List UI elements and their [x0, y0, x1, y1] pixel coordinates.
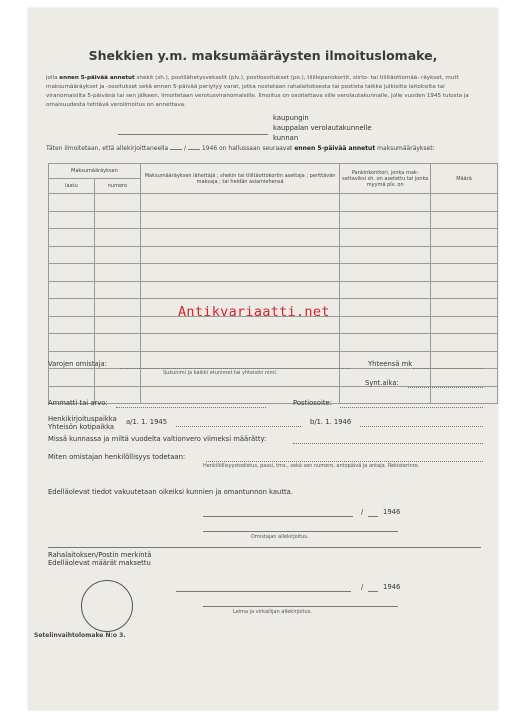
date-slash: / — [361, 508, 364, 516]
table-cell[interactable] — [340, 246, 431, 264]
table-row — [49, 264, 498, 282]
table-row — [49, 386, 498, 404]
bank-note-label-2: Edelläolevat määrät maksettu — [48, 559, 151, 567]
bank-place-line[interactable] — [176, 591, 351, 592]
table-cell[interactable] — [340, 229, 431, 247]
identity-caption: Henkilöllisyystodistus, passi, tms., sekä sen numero, antopäivä ja antaja. Rekisterinro. — [203, 463, 420, 469]
table-cell[interactable] — [140, 194, 339, 212]
bank-date-line[interactable] — [368, 591, 378, 592]
table-cell[interactable] — [431, 334, 498, 352]
intro-text: räykset, mutt maksumääräykset ja -osoitukset sekä ennen 5-päivää periytyy varat, jotka nostetaan rahalaitoksesta tai postista — [46, 75, 459, 90]
table-cell[interactable] — [140, 211, 339, 229]
table-cell[interactable] — [49, 334, 95, 352]
municipality-option-commune: kunnan — [273, 134, 299, 142]
intro-text: shekit (sh.), postilähetysvekselit (plv.), postiosoitukset (po.), tilillepanokortit, siirto- tai tililtäottomää- — [136, 75, 420, 81]
table-cell[interactable] — [431, 316, 498, 334]
municipality-option-town: kauppalan verolautakunnelle — [273, 124, 372, 132]
birth-label: Synt.aika: — [365, 379, 399, 387]
table-cell[interactable] — [94, 334, 140, 352]
table-cell[interactable] — [140, 351, 339, 369]
table-cell[interactable] — [431, 264, 498, 282]
table-cell[interactable] — [340, 386, 431, 404]
declaration-line: Täten ilmoitetaan, että allekirjoittaneella / 1946 on hallussaan seuraavat ennen 5-päivää annetut maksumääräykset: — [46, 145, 435, 152]
owner-signature-caption: Omistajan allekirjoitus. — [251, 534, 309, 540]
owner-field-line[interactable] — [120, 368, 350, 369]
stamp-circle — [81, 580, 133, 632]
table-cell[interactable] — [94, 316, 140, 334]
table-cell[interactable] — [49, 264, 95, 282]
table-cell[interactable] — [431, 229, 498, 247]
table-cell[interactable] — [431, 194, 498, 212]
date-1946-label: b/1. 1. 1946 — [310, 418, 352, 426]
total-label: Yhteensä mk — [368, 360, 413, 368]
table-cell[interactable] — [431, 351, 498, 369]
table-cell[interactable] — [49, 246, 95, 264]
table-cell[interactable] — [140, 281, 339, 299]
form-number: Setelinvaihtolomake N:o 3. — [34, 632, 126, 639]
table-row — [49, 281, 498, 299]
taxed-label: Missä kunnassa ja miltä vuodelta valtionvero viimeksi määrätty: — [48, 435, 267, 443]
column-header-order: Maksumääräyksen — [49, 164, 141, 179]
column-header-sender: Maksumääräyksen lähettäjä ; shekin tai tililtäottokortin asettaja ; perittävän maksaja ; tai heidän asiamiehensä — [140, 164, 339, 194]
domicile-label-1: Henkikirjoituspaikka — [48, 415, 117, 423]
column-header-amount: Määrä — [431, 164, 498, 194]
table-cell[interactable] — [94, 229, 140, 247]
domicile-label-2: Yhteisön kotipaikka — [48, 423, 115, 431]
form-title: Shekkien y.m. maksumääräysten ilmoituslomake, — [88, 48, 438, 63]
table-cell[interactable] — [49, 194, 95, 212]
address-field-line[interactable] — [340, 407, 483, 408]
watermark-text: Antikvariaatti.net — [178, 304, 330, 320]
table-cell[interactable] — [340, 316, 431, 334]
table-row — [49, 246, 498, 264]
table-cell[interactable] — [140, 334, 339, 352]
table-cell[interactable] — [431, 299, 498, 317]
table-cell[interactable] — [140, 229, 339, 247]
intro-text: taikka julkisilta laitoksilta tai viranomaisilta 5-päivänä tai sen jälkeen, ilmoitetaan verotusviranomaisille. Ilmoitus on osoitettava — [46, 84, 445, 99]
table-row — [49, 229, 498, 247]
table-cell[interactable] — [94, 246, 140, 264]
table-cell[interactable] — [140, 246, 339, 264]
bank-note-label-1: Rahalaitoksen/Postin merkintä — [48, 551, 152, 559]
table-cell[interactable] — [49, 299, 95, 317]
address-label: Postiosoite: — [293, 399, 332, 407]
occupation-field-line[interactable] — [116, 407, 266, 408]
table-row — [49, 194, 498, 212]
stamp-caption: Leima ja virkailijan allekirjoitus. — [233, 609, 312, 615]
table-cell[interactable] — [49, 369, 95, 387]
date-1945-label: a/1. 1. 1945 — [126, 418, 168, 426]
owner-signature-line[interactable] — [203, 531, 398, 532]
identity-field-line[interactable] — [206, 461, 483, 462]
column-header-bank: Pankinkonttori, jonka mak-settaviksi sh. on asetettu tai jonka myymä plv. on — [340, 164, 431, 194]
column-header-type: laatu — [49, 179, 95, 194]
table-cell[interactable] — [49, 316, 95, 334]
table-cell[interactable] — [49, 281, 95, 299]
table-cell[interactable] — [431, 386, 498, 404]
table-row — [49, 334, 498, 352]
date-field-line[interactable] — [368, 516, 378, 517]
occupation-label: Ammatti tai arvo: — [48, 399, 108, 407]
table-cell[interactable] — [49, 229, 95, 247]
table-cell[interactable] — [94, 299, 140, 317]
identity-label: Miten omistajan henkilöllisyys todetaan: — [48, 453, 186, 461]
table-row — [49, 211, 498, 229]
confirmation-text: Edelläolevat tiedot vakuutetaan oikeiksi kunnien ja omantunnon kautta. — [48, 488, 293, 496]
owner-label: Varojen omistaja: — [48, 360, 108, 368]
municipality-option-city: kaupungin — [273, 114, 309, 122]
table-row — [49, 351, 498, 369]
table-cell[interactable] — [340, 211, 431, 229]
table-cell[interactable] — [340, 281, 431, 299]
column-header-number: numero — [94, 179, 140, 194]
form-sheet — [28, 8, 498, 710]
table-cell[interactable] — [431, 369, 498, 387]
table-cell[interactable] — [94, 369, 140, 387]
intro-text: sille verolautakunnalle, jolle vuoden 1945 tulosta ja omaisuudesta tehtävä veroilmoitus on annettava. — [46, 93, 469, 108]
table-cell[interactable] — [140, 264, 339, 282]
birth-field-line[interactable] — [408, 387, 483, 388]
municipality-field-line — [118, 134, 268, 135]
intro-bold: ennen 5-päivää annetut — [59, 75, 135, 81]
intro-paragraph — [46, 74, 486, 110]
total-field-line[interactable] — [413, 368, 483, 369]
owner-caption: Sukunimi ja kaikki etunimet tai yhteisön nimi. — [163, 370, 278, 376]
table-cell[interactable] — [340, 334, 431, 352]
table-cell[interactable] — [340, 299, 431, 317]
table-cell[interactable] — [431, 281, 498, 299]
place-field-line[interactable] — [203, 516, 353, 517]
table-cell[interactable] — [94, 264, 140, 282]
table-cell[interactable] — [431, 246, 498, 264]
table-cell[interactable] — [340, 194, 431, 212]
year-1946-bank: 1946 — [383, 583, 401, 591]
taxed-field-line[interactable] — [293, 443, 483, 444]
table-cell[interactable] — [49, 211, 95, 229]
table-cell[interactable] — [94, 211, 140, 229]
table-cell[interactable] — [94, 194, 140, 212]
intro-text: jolla — [46, 75, 58, 81]
table-cell[interactable] — [94, 281, 140, 299]
clerk-signature-line[interactable] — [203, 606, 398, 607]
domicile-1945-line[interactable] — [176, 426, 301, 427]
table-cell[interactable] — [431, 211, 498, 229]
year-1946-owner: 1946 — [383, 508, 401, 516]
domicile-1946-line[interactable] — [360, 426, 483, 427]
section-divider — [48, 547, 481, 548]
table-cell[interactable] — [340, 264, 431, 282]
bank-date-slash: / — [361, 583, 364, 591]
